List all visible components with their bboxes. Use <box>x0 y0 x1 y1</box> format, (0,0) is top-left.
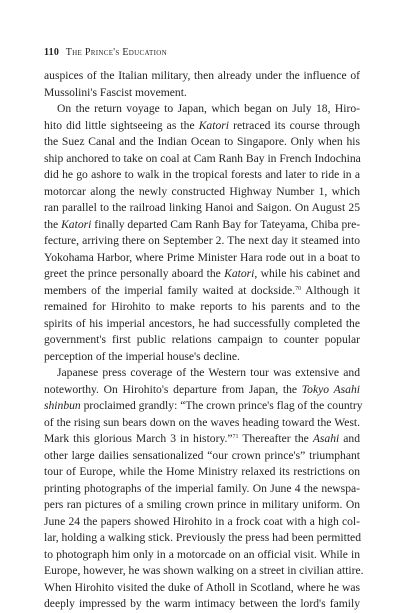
text-line <box>44 448 360 465</box>
text-segment: June 24 the papers showed Hirohito in a frock coat with a high col- <box>44 514 360 528</box>
text-segment: pers ran pictures of a smiling crown prince in military uniform. On <box>44 498 360 511</box>
text-segment: noteworthy. On Hirohito's departure from Japan, the <box>44 382 302 396</box>
italic-title: shinbun <box>44 399 81 412</box>
footnote-marker: 71 <box>232 434 239 440</box>
text-segment: of the rising sun bears down on the waves heading toward the West. <box>44 415 360 429</box>
text-segment: ran parallel to the railroad linking Hanoi and Saigon. On August 25 <box>44 201 360 214</box>
text-line <box>44 580 360 597</box>
text-line <box>44 481 360 498</box>
text-line <box>44 514 360 531</box>
text-line <box>44 349 360 366</box>
body-text <box>44 68 364 613</box>
running-head <box>44 47 167 58</box>
text-segment: printing photographs of the imperial family. On June 4 the newspa- <box>44 481 360 495</box>
text-segment: finally departed Cam Ranh Bay for Tateyama, Chiba pre- <box>91 217 361 231</box>
text-segment: proclaimed grandly: “The crown prince's flag of the country <box>80 399 363 412</box>
text-segment: hito did little sightseeing as the <box>44 118 199 132</box>
text-segment: remained for Hirohito to make reports to his parents and to the <box>44 300 360 313</box>
text-segment: greet the prince personally aboard the <box>44 267 225 280</box>
text-segment: the <box>44 217 62 231</box>
text-line <box>44 68 360 85</box>
text-line <box>44 217 360 234</box>
text-segment: On the return voyage to Japan, which began on July 18, Hiro- <box>57 102 360 115</box>
text-line <box>44 415 360 432</box>
text-segment: ship anchored to take on coal at Cam Ranh Bay in French Indochina <box>44 151 361 165</box>
text-segment: deeply impressed by the warm intimacy between the lord's family <box>44 597 360 610</box>
text-segment: to photograph him only in a motorcade on an official visit. While in <box>44 547 360 561</box>
text-segment: the Suez Canal and the Indian Ocean to Singapore. Only when his <box>44 135 360 148</box>
text-segment: , while his cabinet and <box>254 267 360 280</box>
text-line <box>44 547 360 564</box>
text-segment: Thereafter the <box>238 432 313 445</box>
text-line <box>44 530 360 547</box>
text-segment: Although it <box>301 283 360 297</box>
text-segment: retraced its course through <box>228 118 360 132</box>
text-line <box>44 151 360 168</box>
page-number: 110 <box>44 47 60 58</box>
text-line <box>44 283 360 300</box>
text-segment: did he go ashore to walk in the tropical forests and later to ride in a <box>44 168 360 181</box>
italic-title: Katori <box>198 118 229 132</box>
text-segment: members of the imperial family waited at dockside. <box>44 283 296 297</box>
text-segment: fecture, arriving there on September 2. The next day it steamed into <box>44 234 360 247</box>
text-line <box>44 266 360 283</box>
text-segment: and <box>339 432 361 445</box>
text-line <box>44 250 360 267</box>
text-line <box>44 563 364 580</box>
text-segment: tour of Europe, while the Home Ministry relaxed its restrictions on <box>44 465 360 478</box>
text-segment: Mussolini's Fascist movement. <box>44 85 187 99</box>
text-segment: lar, holding a walking stick. Previously the press had been permitted <box>44 531 362 544</box>
text-segment: auspices of the Italian military, then already under the influence of <box>44 69 360 82</box>
text-segment: motorcar along the newly constructed Highway Number 1, which <box>44 184 360 198</box>
text-line <box>44 497 360 514</box>
text-line <box>44 233 360 250</box>
text-segment: government's first public relations campaign to counter popular <box>44 333 360 346</box>
text-line <box>44 596 360 613</box>
text-segment: spirits of his imperial ancestors, he had successfully completed the <box>44 316 360 330</box>
text-line <box>44 332 360 349</box>
text-line <box>44 316 360 333</box>
text-segment: perception of the imperial house's decline. <box>44 349 240 363</box>
text-line <box>44 200 360 217</box>
text-segment: Europe, however, he was shown walking on a street in civilian attire. <box>44 564 364 577</box>
text-line <box>44 431 360 448</box>
text-line <box>44 167 360 184</box>
text-line <box>44 365 360 382</box>
italic-title: Asahi <box>312 432 340 445</box>
text-line <box>44 134 360 151</box>
text-segment: When Hirohito visited the duke of Atholl in Scotland, where he was <box>44 580 360 594</box>
text-line <box>44 382 360 399</box>
text-line <box>44 184 360 201</box>
text-segment: Mark this glorious March 3 in history.” <box>44 432 233 445</box>
text-line <box>44 464 360 481</box>
text-segment: Japanese press coverage of the Western tour was extensive and <box>57 366 360 379</box>
italic-title: Katori <box>224 267 255 280</box>
footnote-marker: 70 <box>295 285 302 292</box>
running-head-title: The Prince's Education <box>65 47 167 58</box>
text-line <box>44 398 363 415</box>
text-line <box>44 85 360 102</box>
italic-title: Katori <box>61 217 92 231</box>
text-segment: other large dailies sensationalized “our crown prince's” triumphant <box>44 448 360 462</box>
italic-title: Tokyo Asahi <box>301 382 360 396</box>
text-segment: Yokohama Harbor, where Prime Minister Hara rode out in a boat to <box>44 250 360 264</box>
text-line <box>44 299 360 316</box>
text-line <box>44 101 360 118</box>
text-line <box>44 118 360 135</box>
